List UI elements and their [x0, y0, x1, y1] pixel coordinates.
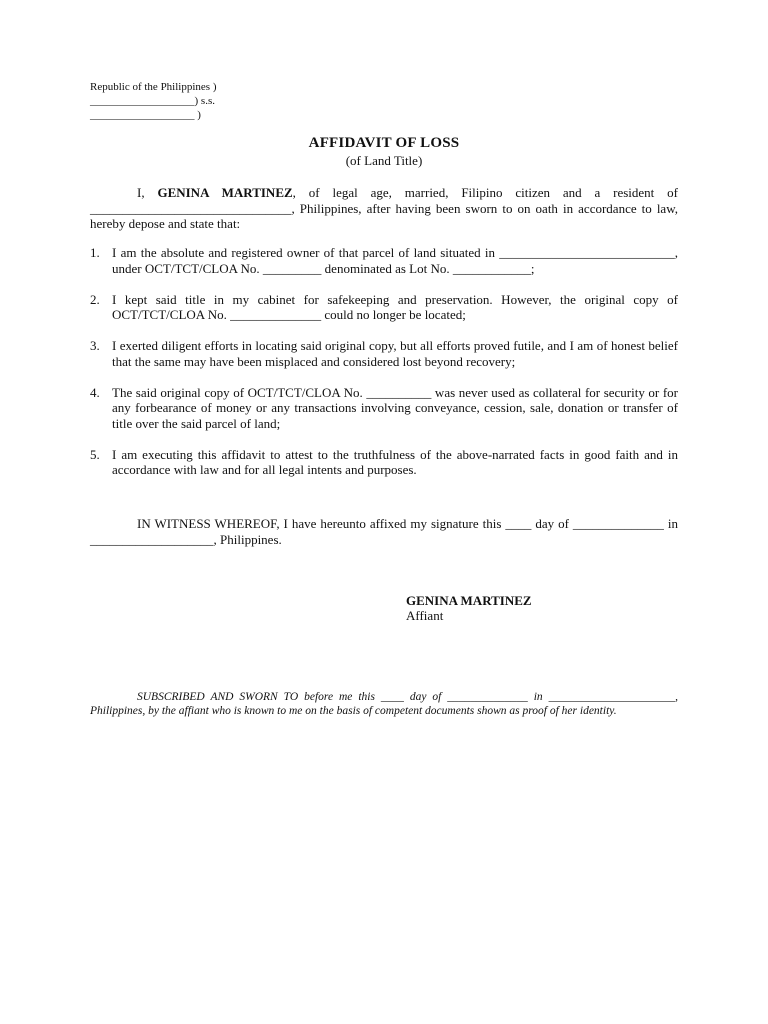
- intro-paragraph: [90, 185, 678, 232]
- jurat-clause: SUBSCRIBED AND SWORN TO before me this ____ day of ______________ in ______________________, Philippines, by the affiant who is known to me on the basis of competent documents shown as proof of her identity.: [90, 691, 678, 717]
- statement-number: 1.: [90, 245, 100, 260]
- venue-line-country: Republic of the Philippines ): [90, 81, 217, 93]
- statement-text: I kept said title in my cabinet for safekeeping and preservation. However, the original copy of OCT/TCT/CLOA No. ______________ could no longer be located;: [112, 291, 678, 322]
- statement-number: 5.: [90, 446, 100, 462]
- statement-text: I am executing this affidavit to attest to the truthfulness of the above-narrated facts in good faith and in accordance with law and for all legal intents and purposes.: [112, 446, 678, 477]
- statement-item: [90, 447, 678, 478]
- statement-text: I am the absolute and registered owner of that parcel of land situated in ___________________________, under OCT/TCT/CLOA No. _________ denominated as Lot No. ____________;: [112, 245, 678, 276]
- statement-text: The said original copy of OCT/TCT/CLOA No. __________ was never used as collateral for security or for any forbearance of money or any transactions involving conveyance, cession, sale, donation or transfer of title over the said parcel of land;: [112, 384, 678, 431]
- signature-block: [406, 593, 532, 623]
- intro-post: , of legal age, married, Filipino citizen and a resident of _______________________________, Philippines, after having been sworn to on oath in accordance to law, hereby depose and state that:: [90, 185, 678, 231]
- venue-line-city: ___________________) s.s.: [90, 95, 215, 107]
- statement-number: 4.: [90, 384, 100, 400]
- document-title: AFFIDAVIT OF LOSS: [308, 135, 460, 151]
- statement-item: [90, 338, 678, 369]
- signatory-role: Affiant: [406, 608, 444, 623]
- document-subtitle: (of Land Title): [345, 153, 423, 168]
- signatory-name: GENINA MARTINEZ: [406, 593, 532, 608]
- statements-list: [90, 245, 678, 493]
- statement-text: I exerted diligent efforts in locating said original copy, but all efforts proved futile, and I am of honest belief that the same may have been misplaced and considered lost beyond recovery;: [112, 338, 678, 369]
- statement-item: [90, 245, 678, 276]
- statement-number: 3.: [90, 338, 100, 353]
- statement-item: [90, 292, 678, 323]
- venue-block: [90, 80, 216, 122]
- statement-item: [90, 385, 678, 432]
- venue-line-blank: ___________________ ): [90, 109, 201, 121]
- intro-pre: I,: [137, 185, 158, 200]
- witness-clause: IN WITNESS WHEREOF, I have hereunto affixed my signature this ____ day of ______________ in ___________________, Philippines.: [90, 516, 678, 547]
- affiant-name: GENINA MARTINEZ: [157, 185, 293, 200]
- statement-number: 2.: [90, 291, 100, 307]
